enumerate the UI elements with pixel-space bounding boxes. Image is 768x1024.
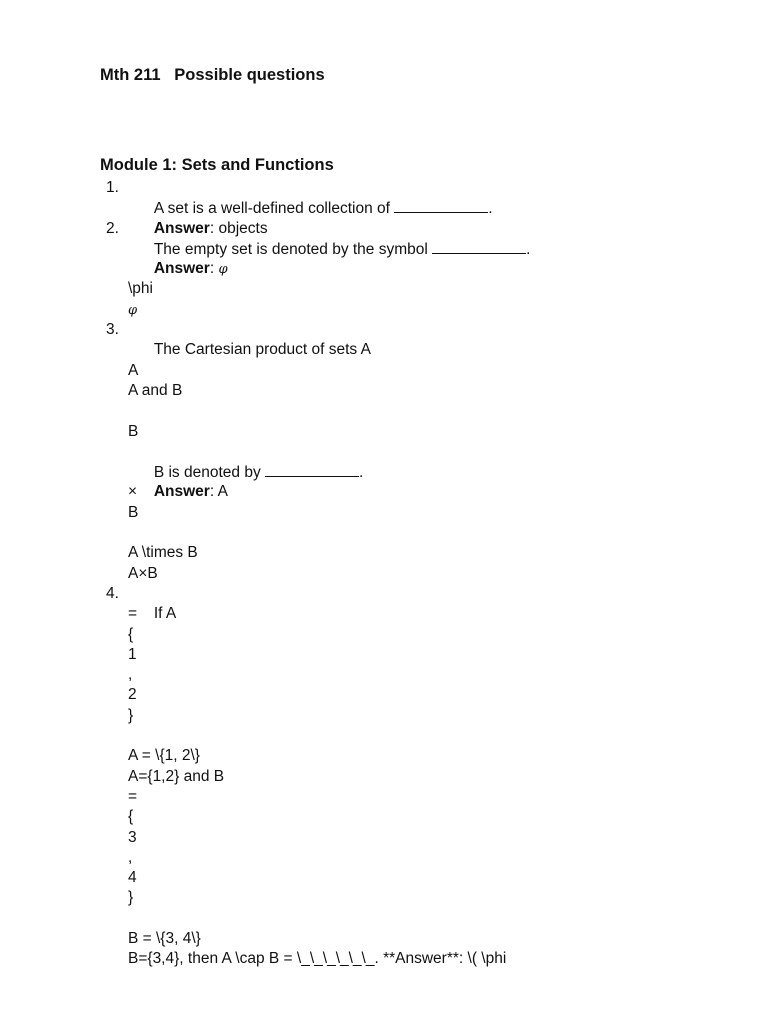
question-number: 3.	[106, 321, 119, 339]
answer-text: : A	[209, 483, 228, 501]
question-list	[100, 178, 700, 970]
question-text: The Cartesian product of sets A	[153, 341, 371, 359]
answer-label: Answer	[153, 219, 210, 237]
answer-3	[100, 462, 700, 501]
question-number: 1.	[106, 179, 119, 196]
text-line	[100, 442, 700, 482]
question-text: If A	[153, 605, 177, 623]
text-line	[100, 340, 700, 360]
text-line: ×	[128, 483, 138, 501]
text-line: A = \{1, 2\}	[128, 747, 200, 765]
question-suffix: .	[488, 200, 493, 218]
answer-text: : objects	[209, 219, 268, 237]
text-line: =	[128, 605, 138, 623]
question-text: A set is a well-defined collection of	[153, 200, 395, 218]
answer-label: Answer	[153, 483, 210, 501]
question-text: The empty set is denoted by the symbol	[153, 240, 433, 258]
text-line: }	[128, 889, 134, 907]
text-line: 1	[128, 645, 137, 663]
text-line: A \times B	[128, 544, 198, 562]
text-line: 4	[128, 869, 137, 887]
question-suffix: .	[359, 464, 364, 482]
question-4	[100, 584, 700, 623]
answer-2	[100, 239, 700, 278]
question-1	[100, 178, 700, 218]
module-heading: Module 1: Sets and Functions	[100, 156, 334, 174]
text-line	[100, 909, 700, 929]
blank-line	[100, 259, 700, 279]
phi-symbol: φ	[128, 302, 138, 318]
latex-line: \phi	[128, 280, 153, 298]
question-2	[100, 219, 700, 258]
question-number: 2.	[106, 219, 119, 237]
text-line	[100, 523, 700, 543]
text-line: B	[128, 422, 139, 440]
text-line: B	[128, 503, 139, 521]
text-line: A and B	[128, 381, 183, 399]
text-line: }	[128, 706, 134, 724]
phi-symbol: φ	[218, 262, 228, 278]
question-number: 4.	[106, 584, 119, 602]
text-line: A={1,2} and B	[128, 767, 225, 785]
text-line: ,	[128, 666, 133, 684]
text-line	[100, 401, 700, 421]
text-line: {	[128, 808, 134, 826]
answer-separator: :	[209, 260, 219, 278]
text-line: A	[128, 361, 139, 379]
answer-label: Answer	[153, 260, 210, 278]
math-line	[100, 300, 700, 320]
text-line	[100, 726, 700, 746]
page-title: Mth 211 Possible questions	[100, 66, 325, 84]
text-line: B={3,4}, then A \cap B = \_\_\_\_\_\_. **Answer**: \( \phi	[128, 950, 507, 968]
question-suffix: .	[526, 240, 531, 258]
answer-1	[100, 198, 700, 237]
question-3	[100, 320, 700, 359]
text-line: 2	[128, 686, 137, 704]
text-line: ,	[128, 848, 133, 866]
text-line: =	[128, 787, 138, 805]
text-line: {	[128, 625, 134, 643]
text-line: 3	[128, 828, 137, 846]
text-line: A×B	[128, 564, 158, 582]
text-line: B = \{3, 4\}	[128, 929, 201, 947]
question-text: B is denoted by	[153, 464, 266, 482]
